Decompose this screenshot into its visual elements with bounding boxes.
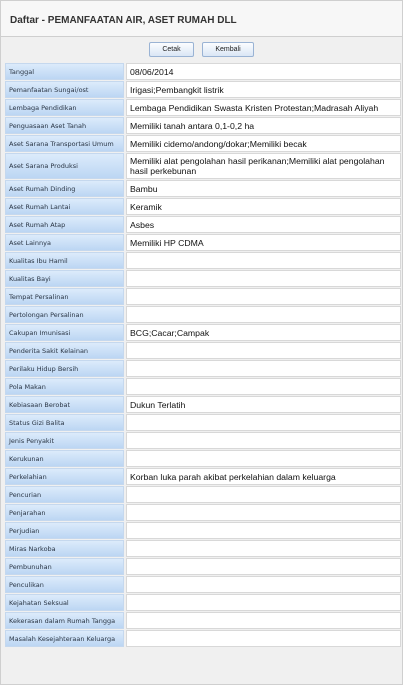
table-row bbox=[5, 99, 401, 116]
row-value bbox=[126, 342, 401, 359]
table-row bbox=[5, 414, 401, 431]
row-value bbox=[126, 576, 401, 593]
row-label: Pembunuhan bbox=[5, 558, 124, 575]
row-label: Tanggal bbox=[5, 63, 124, 80]
row-label: Kualitas Bayi bbox=[5, 270, 124, 287]
row-label: Kekerasan dalam Rumah Tangga bbox=[5, 612, 124, 629]
row-label: Penguasaan Aset Tanah bbox=[5, 117, 124, 134]
row-value: BCG;Cacar;Campak bbox=[126, 324, 401, 341]
row-label: Miras Narkoba bbox=[5, 540, 124, 557]
table-row bbox=[5, 216, 401, 233]
row-value bbox=[126, 630, 401, 647]
row-label: Kebiasaan Berobat bbox=[5, 396, 124, 413]
row-value: Asbes bbox=[126, 216, 401, 233]
row-value bbox=[126, 306, 401, 323]
row-label: Tempat Persalinan bbox=[5, 288, 124, 305]
row-value: Lembaga Pendidikan Swasta Kristen Protestan;Madrasah Aliyah bbox=[126, 99, 401, 116]
table-row bbox=[5, 81, 401, 98]
row-value: Keramik bbox=[126, 198, 401, 215]
print-button[interactable]: Cetak bbox=[149, 42, 194, 57]
row-label: Perkelahian bbox=[5, 468, 124, 485]
row-label: Pemanfaatan Sungai/ost bbox=[5, 81, 124, 98]
row-label: Penjarahan bbox=[5, 504, 124, 521]
row-value bbox=[126, 594, 401, 611]
row-label: Status Gizi Balita bbox=[5, 414, 124, 431]
table-row bbox=[5, 504, 401, 521]
row-value bbox=[126, 450, 401, 467]
row-value bbox=[126, 414, 401, 431]
table-row bbox=[5, 306, 401, 323]
row-label: Kualitas Ibu Hamil bbox=[5, 252, 124, 269]
table-row bbox=[5, 522, 401, 539]
table-row bbox=[5, 612, 401, 629]
row-label: Kerukunan bbox=[5, 450, 124, 467]
toolbar bbox=[1, 37, 402, 61]
row-value: Memiliki HP CDMA bbox=[126, 234, 401, 251]
table-row bbox=[5, 378, 401, 395]
table-row bbox=[5, 486, 401, 503]
table-row bbox=[5, 198, 401, 215]
table-row bbox=[5, 432, 401, 449]
row-label: Pencurian bbox=[5, 486, 124, 503]
table-row bbox=[5, 396, 401, 413]
row-value: Memiliki cidemo/andong/dokar;Memiliki becak bbox=[126, 135, 401, 152]
row-label: Cakupan Imunisasi bbox=[5, 324, 124, 341]
table-row bbox=[5, 135, 401, 152]
page-title: Daftar - PEMANFAATAN AIR, ASET RUMAH DLL bbox=[1, 1, 402, 37]
table-row bbox=[5, 468, 401, 485]
row-value: Dukun Terlatih bbox=[126, 396, 401, 413]
row-value: Bambu bbox=[126, 180, 401, 197]
table-row bbox=[5, 594, 401, 611]
table-row bbox=[5, 360, 401, 377]
row-label: Jenis Penyakit bbox=[5, 432, 124, 449]
detail-table bbox=[5, 62, 401, 648]
row-value bbox=[126, 252, 401, 269]
back-button[interactable]: Kembali bbox=[202, 42, 254, 57]
table-row bbox=[5, 288, 401, 305]
table-row bbox=[5, 117, 401, 134]
row-value bbox=[126, 540, 401, 557]
row-label: Lembaga Pendidikan bbox=[5, 99, 124, 116]
row-value: Memiliki alat pengolahan hasil perikanan;Memiliki alat pengolahan hasil perkebunan bbox=[126, 153, 401, 179]
table-row bbox=[5, 342, 401, 359]
row-value: Korban luka parah akibat perkelahian dalam keluarga bbox=[126, 468, 401, 485]
row-value bbox=[126, 432, 401, 449]
table-row bbox=[5, 234, 401, 251]
row-label: Aset Sarana Transportasi Umum bbox=[5, 135, 124, 152]
table-row bbox=[5, 450, 401, 467]
row-label: Aset Rumah Atap bbox=[5, 216, 124, 233]
row-label: Penderita Sakit Kelainan bbox=[5, 342, 124, 359]
table-row bbox=[5, 324, 401, 341]
table-row bbox=[5, 630, 401, 647]
row-value bbox=[126, 504, 401, 521]
table-row bbox=[5, 576, 401, 593]
table-row bbox=[5, 558, 401, 575]
row-label: Pertolongan Persalinan bbox=[5, 306, 124, 323]
row-label: Pola Makan bbox=[5, 378, 124, 395]
table-row bbox=[5, 153, 401, 179]
row-value: Irigasi;Pembangkit listrik bbox=[126, 81, 401, 98]
row-value: Memiliki tanah antara 0,1-0,2 ha bbox=[126, 117, 401, 134]
row-value bbox=[126, 378, 401, 395]
row-value bbox=[126, 612, 401, 629]
table-row bbox=[5, 180, 401, 197]
row-label: Masalah Kesejahteraan Keluarga bbox=[5, 630, 124, 647]
table-row bbox=[5, 63, 401, 80]
table-row bbox=[5, 252, 401, 269]
row-label: Aset Lainnya bbox=[5, 234, 124, 251]
row-value bbox=[126, 270, 401, 287]
row-value bbox=[126, 558, 401, 575]
row-value bbox=[126, 360, 401, 377]
row-label: Kejahatan Seksual bbox=[5, 594, 124, 611]
row-value bbox=[126, 522, 401, 539]
row-value: 08/06/2014 bbox=[126, 63, 401, 80]
row-label: Perilaku Hidup Bersih bbox=[5, 360, 124, 377]
row-value bbox=[126, 486, 401, 503]
row-label: Perjudian bbox=[5, 522, 124, 539]
row-label: Aset Sarana Produksi bbox=[5, 153, 124, 179]
table-row bbox=[5, 540, 401, 557]
row-value bbox=[126, 288, 401, 305]
table-row bbox=[5, 270, 401, 287]
row-label: Aset Rumah Lantai bbox=[5, 198, 124, 215]
row-label: Aset Rumah Dinding bbox=[5, 180, 124, 197]
row-label: Penculikan bbox=[5, 576, 124, 593]
